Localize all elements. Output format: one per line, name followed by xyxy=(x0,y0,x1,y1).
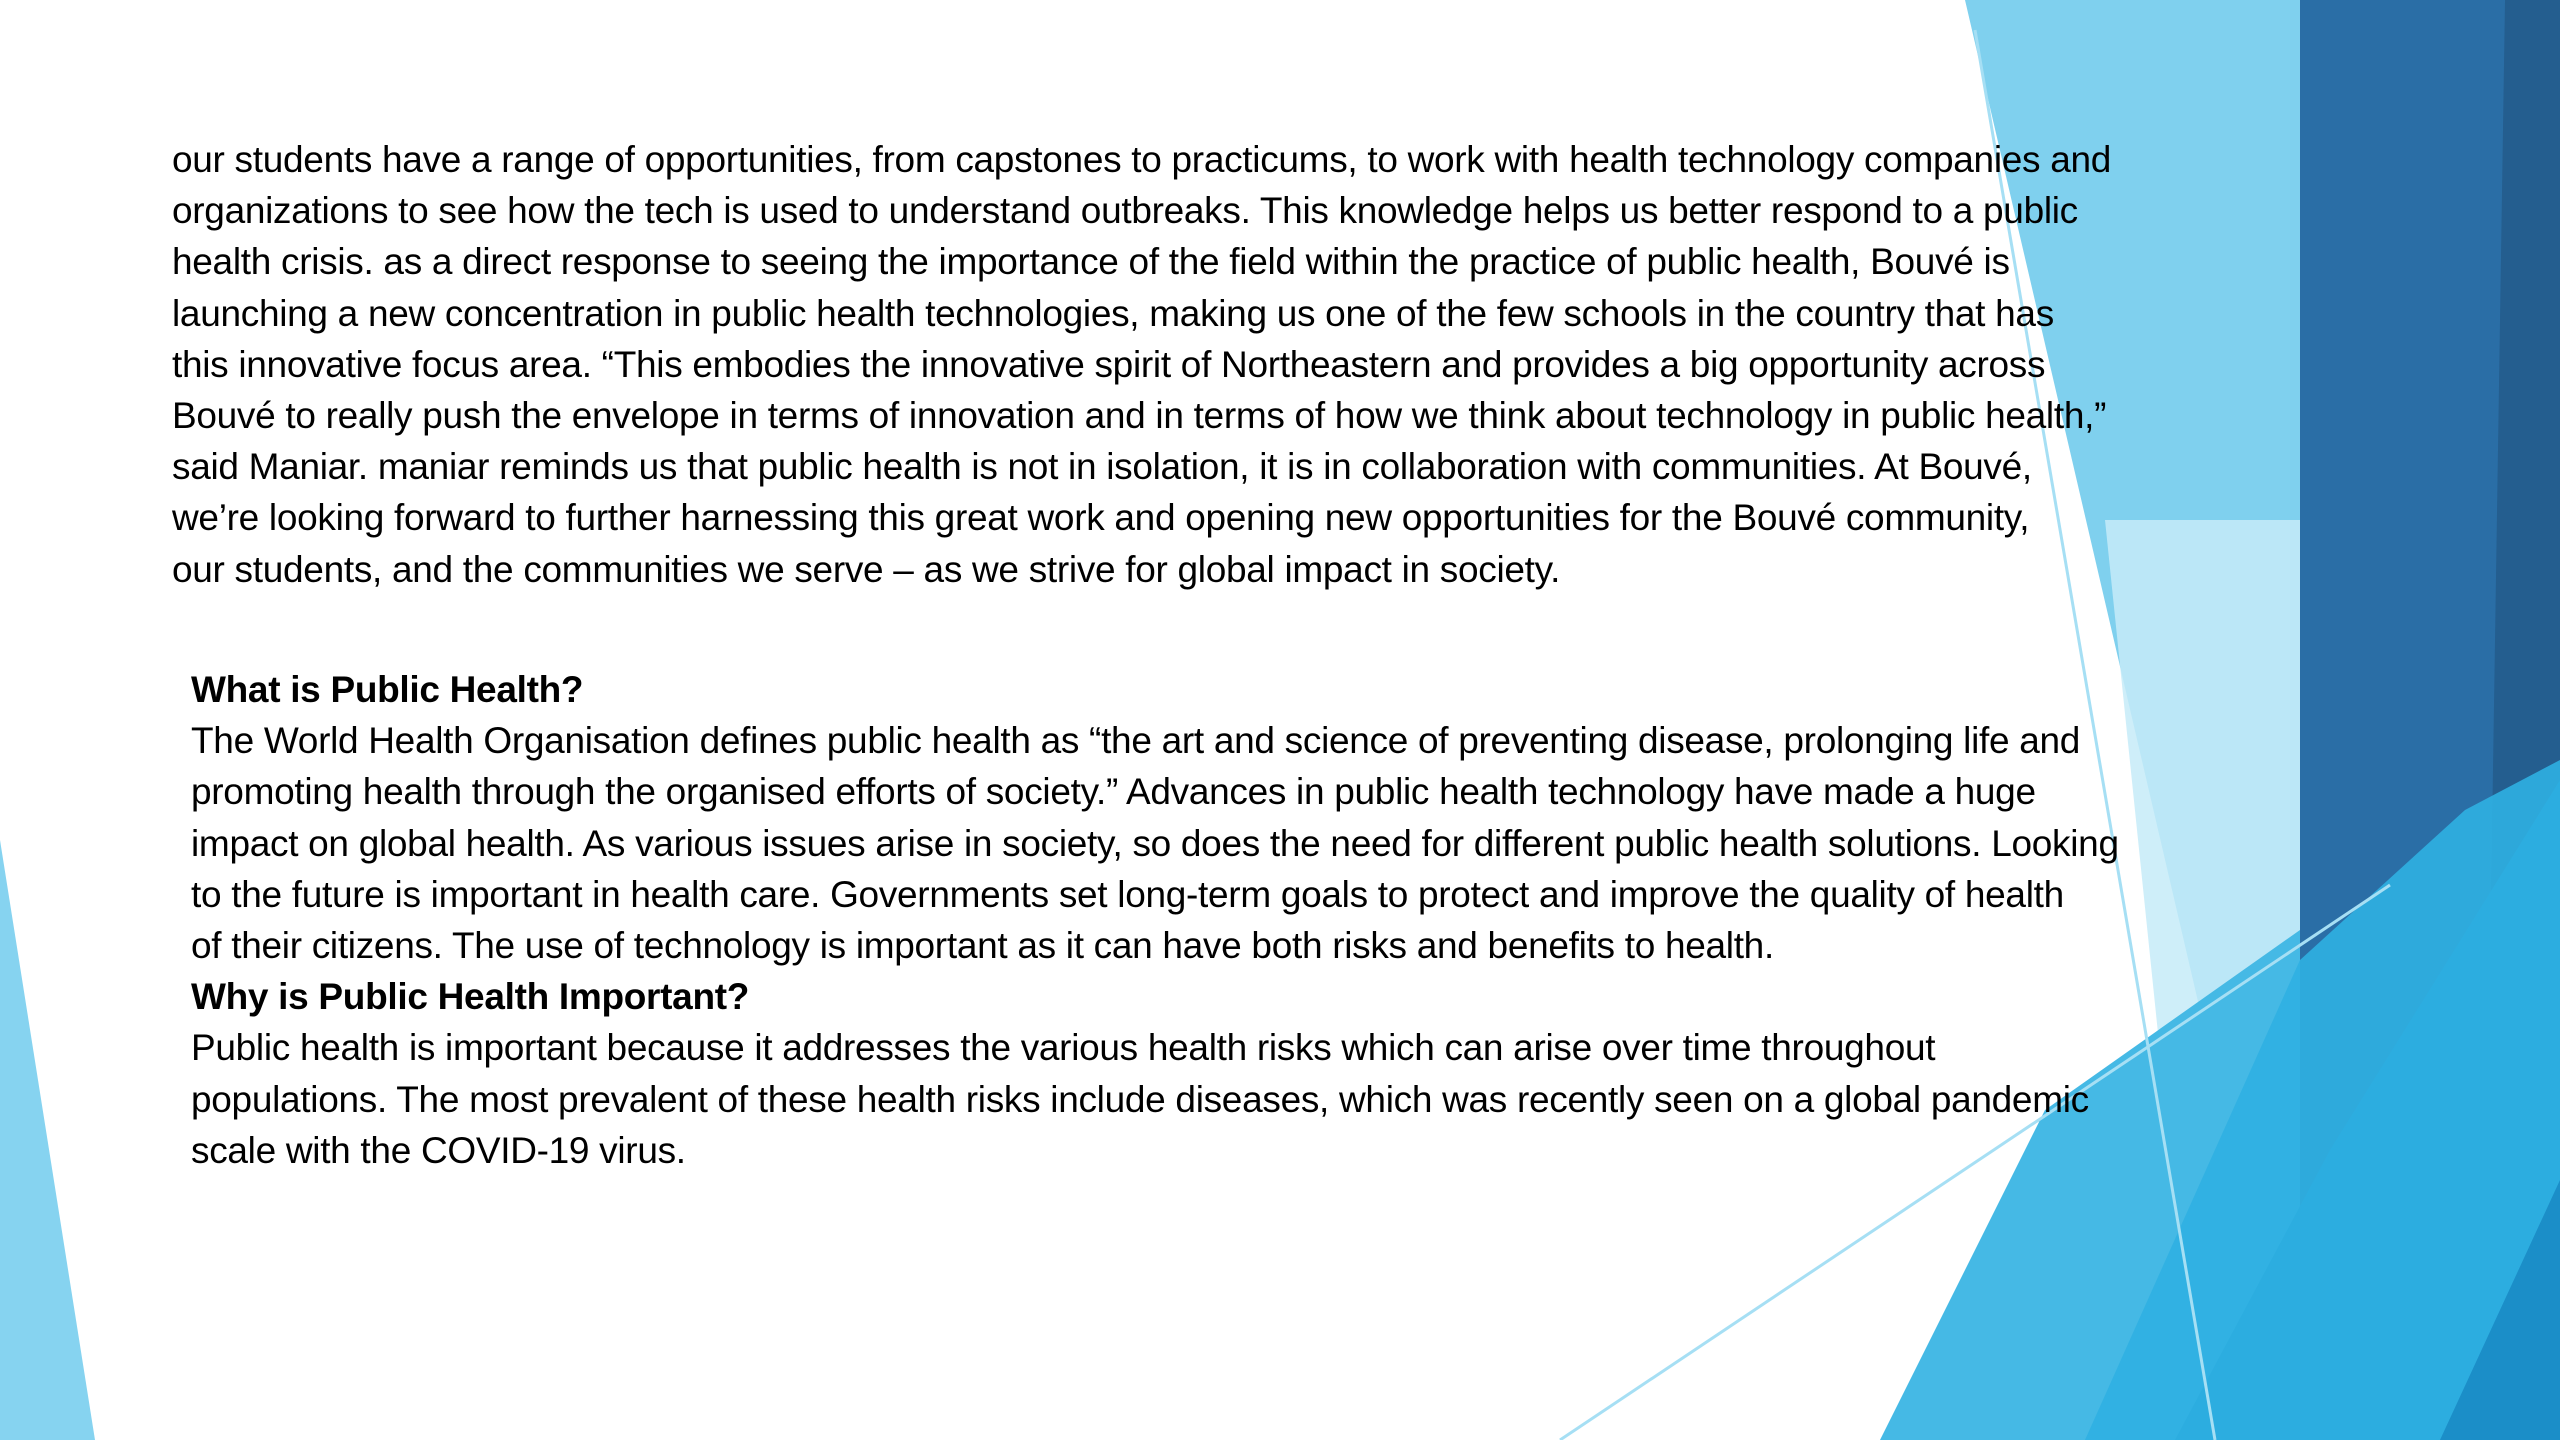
intro-paragraph: our students have a range of opportunities, from capstones to practicums, to work with health technology companies and organizations to see how the tech is used to understand outbreaks. This knowledge helps us better respond to a public health crisis. as a direct response to seeing the importance of the field within the practice of public health, Bouvé is launching a new concentration in public health technologies, making us one of the few schools in the country that has this innovative focus area. “This embodies the innovative spirit of Northeastern and provides a big opportunity across Bouvé to really push the envelope in terms of innovation and in terms of how we think about technology in public health,” said Maniar. maniar reminds us that public health is not in isolation, it is in collaboration with communities. At Bouvé, we’re looking forward to further harnessing this great work and opening new opportunities for the Bouvé community, our students, and the communities we serve – as we strive for global impact in society. xyxy=(172,139,2112,590)
left-edge-accent-shape xyxy=(0,840,95,1440)
what-is-public-health-heading: What is Public Health? xyxy=(191,669,584,710)
why-is-public-health-important-body: Public health is important because it addresses the various health risks which can arise over time throughout populations. The most prevalent of these health risks include diseases, which was recently seen on a global pandemic scale with the COVID-19 virus. xyxy=(191,1027,2089,1171)
what-is-public-health-body: The World Health Organisation defines public health as “the art and science of preventing disease, prolonging life and promoting health through the organised efforts of society.” Advances in public health technology have made a huge impact on global health. As various issues arise in society, so does the need for different public health solutions. Looking to the future is important in health care. Governments set long-term goals to protect and improve the quality of health of their citizens. The use of technology is important as it can have both risks and benefits to health. xyxy=(191,720,2119,967)
public-health-text-block xyxy=(191,664,2311,1176)
intro-text-block xyxy=(172,134,2312,595)
why-is-public-health-important-heading: Why is Public Health Important? xyxy=(191,976,750,1018)
